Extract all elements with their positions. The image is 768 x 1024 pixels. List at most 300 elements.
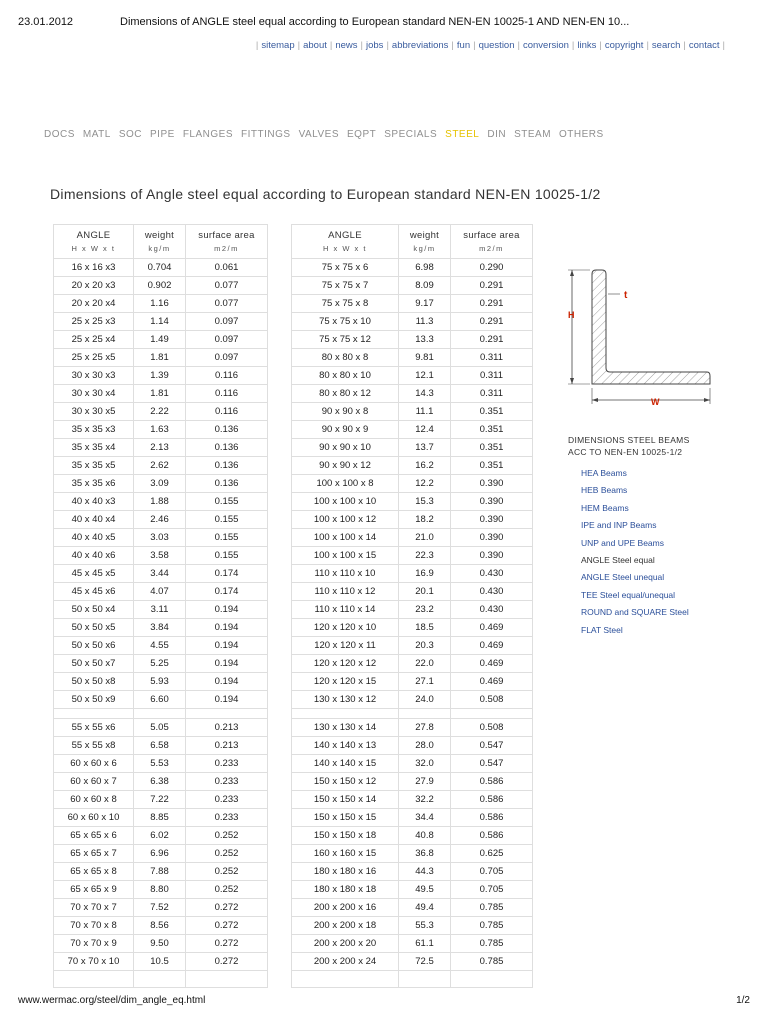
cell-dimension: 25 x 25 x5 [54, 349, 134, 367]
sidebar-link-flat-steel[interactable]: FLAT Steel [581, 624, 623, 635]
cell-surface-area: 0.116 [186, 367, 268, 385]
cell-dimension: 35 x 35 x6 [54, 475, 134, 493]
cell-weight: 6.38 [134, 773, 186, 791]
table-row [54, 367, 268, 385]
cell-dimension: 75 x 75 x 6 [292, 259, 399, 277]
cell-dimension: 120 x 120 x 11 [292, 637, 399, 655]
col-header-angle: ANGLE H x W x t [292, 225, 399, 259]
cell-surface-area: 0.390 [451, 475, 533, 493]
table-row [54, 827, 268, 845]
cell-weight: 7.88 [134, 863, 186, 881]
cell-surface-area: 0.061 [186, 259, 268, 277]
table-row [292, 313, 533, 331]
cell-weight: 4.55 [134, 637, 186, 655]
cell-weight: 6.96 [134, 845, 186, 863]
cell-surface-area: 0.097 [186, 349, 268, 367]
cell-dimension: 55 x 55 x8 [54, 737, 134, 755]
nav-item-steam[interactable]: STEAM [514, 129, 552, 140]
cell-dimension: 40 x 40 x5 [54, 529, 134, 547]
cell-dimension: 100 x 100 x 14 [292, 529, 399, 547]
cell-weight: 21.0 [399, 529, 451, 547]
top-link-fun[interactable]: fun [456, 40, 471, 51]
cell-weight: 28.0 [399, 737, 451, 755]
table-empty-row [292, 971, 533, 988]
link-separator: | [255, 40, 259, 51]
table-row [292, 439, 533, 457]
cell-weight: 5.25 [134, 655, 186, 673]
cell-weight: 5.93 [134, 673, 186, 691]
cell-dimension: 70 x 70 x 10 [54, 953, 134, 971]
table-row [292, 691, 533, 709]
cell-surface-area: 0.469 [451, 673, 533, 691]
table-row [292, 583, 533, 601]
top-links-bar [253, 40, 728, 51]
table-row [292, 475, 533, 493]
cell-surface-area: 0.785 [451, 917, 533, 935]
sidebar-links [581, 465, 689, 639]
page-title: Dimensions of Angle steel equal according to European standard NEN-EN 10025-1/2 [50, 186, 601, 202]
table-row [292, 547, 533, 565]
cell-weight: 20.3 [399, 637, 451, 655]
cell-dimension: 150 x 150 x 12 [292, 773, 399, 791]
w-label: W [651, 397, 660, 407]
cell-weight: 0.704 [134, 259, 186, 277]
cell-surface-area: 0.430 [451, 565, 533, 583]
cell-weight: 3.11 [134, 601, 186, 619]
cell-surface-area: 0.785 [451, 935, 533, 953]
cell-weight: 15.3 [399, 493, 451, 511]
table-row [54, 529, 268, 547]
col-header-surface: surface area m2/m [451, 225, 533, 259]
nav-item-valves[interactable]: VALVES [298, 129, 339, 140]
cell-weight: 40.8 [399, 827, 451, 845]
cell-weight: 12.1 [399, 367, 451, 385]
cell-surface-area: 0.390 [451, 511, 533, 529]
cell-surface-area: 0.390 [451, 529, 533, 547]
cell-surface-area: 0.351 [451, 439, 533, 457]
cell-weight: 2.46 [134, 511, 186, 529]
table-row [292, 719, 533, 737]
cell-surface-area: 0.213 [186, 719, 268, 737]
cell-dimension: 60 x 60 x 10 [54, 809, 134, 827]
table-row [292, 755, 533, 773]
table-row [292, 421, 533, 439]
cell-surface-area: 0.136 [186, 421, 268, 439]
cell-surface-area: 0.586 [451, 809, 533, 827]
cell-weight: 1.63 [134, 421, 186, 439]
sidebar-title: DIMENSIONS STEEL BEAMS ACC TO NEN-EN 10025-1/2 [568, 435, 690, 457]
table-row [54, 719, 268, 737]
cell-surface-area: 0.705 [451, 881, 533, 899]
cell-dimension: 180 x 180 x 16 [292, 863, 399, 881]
table-row [292, 935, 533, 953]
cell-surface-area: 0.547 [451, 737, 533, 755]
cell-dimension: 160 x 160 x 15 [292, 845, 399, 863]
cell-weight: 32.2 [399, 791, 451, 809]
cell-weight: 2.22 [134, 403, 186, 421]
cell-surface-area: 0.705 [451, 863, 533, 881]
table-row [292, 457, 533, 475]
cell-dimension: 75 x 75 x 10 [292, 313, 399, 331]
main-nav [44, 129, 612, 140]
table-row [54, 845, 268, 863]
cell-weight: 1.88 [134, 493, 186, 511]
cell-surface-area: 0.290 [451, 259, 533, 277]
table-row [292, 827, 533, 845]
nav-item-steel[interactable]: STEEL [445, 129, 480, 140]
cell-surface-area: 0.213 [186, 737, 268, 755]
table-row [292, 773, 533, 791]
cell-surface-area: 0.097 [186, 331, 268, 349]
cell-surface-area: 0.785 [451, 953, 533, 971]
table-row [292, 367, 533, 385]
cell-surface-area: 0.194 [186, 601, 268, 619]
cell-surface-area: 0.097 [186, 313, 268, 331]
table-row [292, 511, 533, 529]
cell-weight: 1.81 [134, 349, 186, 367]
table-row [54, 917, 268, 935]
table-row [292, 655, 533, 673]
link-separator: | [571, 40, 575, 51]
cell-weight: 3.03 [134, 529, 186, 547]
top-link-copyright[interactable]: copyright [604, 40, 644, 51]
cell-surface-area: 0.233 [186, 809, 268, 827]
cell-surface-area: 0.508 [451, 719, 533, 737]
cell-weight: 22.3 [399, 547, 451, 565]
cell-weight: 12.2 [399, 475, 451, 493]
table-row [54, 295, 268, 313]
table-row [54, 547, 268, 565]
cell-surface-area: 0.311 [451, 349, 533, 367]
cell-weight: 27.9 [399, 773, 451, 791]
cell-surface-area: 0.252 [186, 827, 268, 845]
cell-dimension: 90 x 90 x 12 [292, 457, 399, 475]
cell-weight: 18.5 [399, 619, 451, 637]
cell-dimension: 120 x 120 x 15 [292, 673, 399, 691]
cell-weight: 12.4 [399, 421, 451, 439]
cell-surface-area: 0.194 [186, 619, 268, 637]
cell-dimension: 140 x 140 x 15 [292, 755, 399, 773]
cell-surface-area: 0.272 [186, 935, 268, 953]
cell-dimension: 100 x 100 x 15 [292, 547, 399, 565]
table-row [54, 457, 268, 475]
cell-dimension: 100 x 100 x 12 [292, 511, 399, 529]
cell-surface-area: 0.272 [186, 899, 268, 917]
table-row [292, 295, 533, 313]
cell-surface-area: 0.430 [451, 601, 533, 619]
cell-weight: 1.81 [134, 385, 186, 403]
cell-weight: 61.1 [399, 935, 451, 953]
cell-surface-area: 0.311 [451, 385, 533, 403]
cell-weight: 5.05 [134, 719, 186, 737]
cell-dimension: 110 x 110 x 12 [292, 583, 399, 601]
cell-surface-area: 0.174 [186, 583, 268, 601]
col-header-angle: ANGLE H x W x t [54, 225, 134, 259]
table-row [292, 349, 533, 367]
nav-item-docs[interactable]: DOCS [44, 129, 75, 140]
table-row [292, 637, 533, 655]
table-row [54, 583, 268, 601]
cell-dimension: 200 x 200 x 18 [292, 917, 399, 935]
footer-page-number: 1/2 [736, 995, 750, 1006]
top-link-jobs[interactable]: jobs [366, 40, 384, 51]
cell-weight: 4.07 [134, 583, 186, 601]
link-separator: | [360, 40, 363, 51]
cell-surface-area: 0.785 [451, 899, 533, 917]
table-row [54, 899, 268, 917]
cell-dimension: 70 x 70 x 7 [54, 899, 134, 917]
top-link-about[interactable]: about [303, 40, 327, 51]
cell-weight: 1.49 [134, 331, 186, 349]
table-row [54, 565, 268, 583]
cell-dimension: 20 x 20 x4 [54, 295, 134, 313]
table-row [54, 935, 268, 953]
table-row [54, 637, 268, 655]
cell-weight: 6.58 [134, 737, 186, 755]
table-row [54, 331, 268, 349]
cell-dimension: 70 x 70 x 8 [54, 917, 134, 935]
angle-profile-diagram [562, 262, 722, 412]
table-row [54, 809, 268, 827]
nav-item-eqpt[interactable]: EQPT [347, 129, 377, 140]
cell-surface-area: 0.136 [186, 439, 268, 457]
table-row [292, 403, 533, 421]
table-row [292, 791, 533, 809]
table-row [54, 619, 268, 637]
cell-surface-area: 0.252 [186, 881, 268, 899]
cell-surface-area: 0.291 [451, 295, 533, 313]
cell-surface-area: 0.155 [186, 547, 268, 565]
cell-dimension: 200 x 200 x 24 [292, 953, 399, 971]
cell-weight: 1.16 [134, 295, 186, 313]
cell-weight: 8.85 [134, 809, 186, 827]
cell-surface-area: 0.469 [451, 619, 533, 637]
cell-weight: 11.1 [399, 403, 451, 421]
cell-surface-area: 0.116 [186, 403, 268, 421]
cell-dimension: 50 x 50 x6 [54, 637, 134, 655]
cell-dimension: 130 x 130 x 14 [292, 719, 399, 737]
cell-dimension: 80 x 80 x 10 [292, 367, 399, 385]
t-label: t [624, 290, 628, 301]
table-row [54, 475, 268, 493]
col-header-weight: weight kg/m [134, 225, 186, 259]
cell-dimension: 16 x 16 x3 [54, 259, 134, 277]
cell-weight: 3.44 [134, 565, 186, 583]
sidebar-link-angle-steel-equal[interactable]: ANGLE Steel equal [581, 555, 655, 566]
link-separator: | [722, 40, 725, 51]
cell-surface-area: 0.155 [186, 511, 268, 529]
cell-weight: 11.3 [399, 313, 451, 331]
cell-weight: 36.8 [399, 845, 451, 863]
top-link-news[interactable]: news [335, 40, 358, 51]
cell-dimension: 45 x 45 x5 [54, 565, 134, 583]
cell-dimension: 200 x 200 x 20 [292, 935, 399, 953]
cell-dimension: 50 x 50 x8 [54, 673, 134, 691]
cell-weight: 9.50 [134, 935, 186, 953]
cell-dimension: 50 x 50 x9 [54, 691, 134, 709]
cell-weight: 16.9 [399, 565, 451, 583]
cell-surface-area: 0.194 [186, 691, 268, 709]
footer-url: www.wermac.org/steel/dim_angle_eq.html [18, 995, 206, 1006]
cell-surface-area: 0.291 [451, 277, 533, 295]
table-row [54, 953, 268, 971]
cell-surface-area: 0.291 [451, 331, 533, 349]
cell-dimension: 75 x 75 x 12 [292, 331, 399, 349]
sidebar-link-tee-steel-equal-unequal[interactable]: TEE Steel equal/unequal [581, 589, 676, 600]
sidebar-link-heb-beams[interactable]: HEB Beams [581, 485, 628, 496]
nav-item-din[interactable]: DIN [487, 129, 507, 140]
cell-weight: 32.0 [399, 755, 451, 773]
nav-item-specials[interactable]: SPECIALS [384, 129, 438, 140]
cell-dimension: 35 x 35 x5 [54, 457, 134, 475]
cell-weight: 8.56 [134, 917, 186, 935]
cell-dimension: 200 x 200 x 16 [292, 899, 399, 917]
sidebar-link-round-and-square-steel[interactable]: ROUND and SQUARE Steel [581, 607, 689, 618]
cell-weight: 7.52 [134, 899, 186, 917]
cell-dimension: 140 x 140 x 13 [292, 737, 399, 755]
cell-surface-area: 0.586 [451, 827, 533, 845]
col-header-surface: surface area m2/m [186, 225, 268, 259]
sidebar-link-hem-beams[interactable]: HEM Beams [581, 502, 629, 513]
cell-surface-area: 0.291 [451, 313, 533, 331]
cell-dimension: 150 x 150 x 14 [292, 791, 399, 809]
top-link-abbreviations[interactable]: abbreviations [391, 40, 449, 51]
table-row [292, 331, 533, 349]
cell-surface-area: 0.430 [451, 583, 533, 601]
cell-surface-area: 0.194 [186, 673, 268, 691]
cell-dimension: 90 x 90 x 10 [292, 439, 399, 457]
cell-surface-area: 0.311 [451, 367, 533, 385]
table-row [54, 259, 268, 277]
cell-surface-area: 0.469 [451, 655, 533, 673]
cell-dimension: 110 x 110 x 14 [292, 601, 399, 619]
nav-item-fittings[interactable]: FITTINGS [241, 129, 291, 140]
nav-item-matl[interactable]: MATL [82, 129, 111, 140]
table-row [54, 313, 268, 331]
nav-item-pipe[interactable]: PIPE [150, 129, 175, 140]
nav-item-flanges[interactable]: FLANGES [182, 129, 233, 140]
cell-weight: 13.7 [399, 439, 451, 457]
cell-surface-area: 0.252 [186, 863, 268, 881]
cell-dimension: 50 x 50 x4 [54, 601, 134, 619]
cell-dimension: 30 x 30 x4 [54, 385, 134, 403]
sidebar-link-hea-beams[interactable]: HEA Beams [581, 468, 627, 478]
link-separator: | [517, 40, 520, 51]
cell-surface-area: 0.272 [186, 917, 268, 935]
table-row [54, 421, 268, 439]
table-row [292, 619, 533, 637]
cell-dimension: 180 x 180 x 18 [292, 881, 399, 899]
table-row [292, 899, 533, 917]
table-spacer-row [54, 709, 268, 719]
cell-surface-area: 0.351 [451, 403, 533, 421]
cell-weight: 23.2 [399, 601, 451, 619]
cell-surface-area: 0.233 [186, 791, 268, 809]
cell-weight: 7.22 [134, 791, 186, 809]
table-row [292, 277, 533, 295]
cell-weight: 16.2 [399, 457, 451, 475]
cell-dimension: 25 x 25 x4 [54, 331, 134, 349]
cell-weight: 14.3 [399, 385, 451, 403]
table-row [292, 565, 533, 583]
cell-weight: 9.17 [399, 295, 451, 313]
nav-item-soc[interactable]: SOC [118, 129, 143, 140]
cell-dimension: 120 x 120 x 10 [292, 619, 399, 637]
cell-dimension: 100 x 100 x 10 [292, 493, 399, 511]
angle-table-left [53, 224, 268, 988]
cell-surface-area: 0.174 [186, 565, 268, 583]
cell-weight: 8.09 [399, 277, 451, 295]
cell-surface-area: 0.272 [186, 953, 268, 971]
cell-dimension: 50 x 50 x5 [54, 619, 134, 637]
cell-dimension: 70 x 70 x 9 [54, 935, 134, 953]
cell-dimension: 100 x 100 x 8 [292, 475, 399, 493]
cell-weight: 2.62 [134, 457, 186, 475]
top-link-question[interactable]: question [478, 40, 515, 51]
cell-dimension: 150 x 150 x 18 [292, 827, 399, 845]
cell-dimension: 35 x 35 x4 [54, 439, 134, 457]
cell-dimension: 80 x 80 x 8 [292, 349, 399, 367]
cell-weight: 72.5 [399, 953, 451, 971]
table-row [292, 259, 533, 277]
cell-surface-area: 0.077 [186, 277, 268, 295]
top-link-conversion[interactable]: conversion [522, 40, 569, 51]
cell-weight: 18.2 [399, 511, 451, 529]
table-row [292, 529, 533, 547]
sidebar-link-unp-and-upe-beams[interactable]: UNP and UPE Beams [581, 537, 664, 548]
cell-weight: 27.1 [399, 673, 451, 691]
cell-surface-area: 0.194 [186, 637, 268, 655]
cell-dimension: 65 x 65 x 7 [54, 845, 134, 863]
table-row [54, 863, 268, 881]
sidebar-link-angle-steel-unequal[interactable]: ANGLE Steel unequal [581, 572, 665, 583]
cell-weight: 27.8 [399, 719, 451, 737]
table-row [54, 655, 268, 673]
cell-surface-area: 0.194 [186, 655, 268, 673]
sidebar-link-ipe-and-inp-beams[interactable]: IPE and INP Beams [581, 520, 657, 531]
cell-weight: 10.5 [134, 953, 186, 971]
nav-item-others[interactable]: OTHERS [559, 129, 604, 140]
angle-section-shape [592, 270, 710, 384]
cell-weight: 13.3 [399, 331, 451, 349]
table-row [54, 349, 268, 367]
top-link-contact[interactable]: contact [688, 40, 720, 51]
cell-weight: 24.0 [399, 691, 451, 709]
table-row [292, 809, 533, 827]
cell-weight: 6.98 [399, 259, 451, 277]
cell-weight: 34.4 [399, 809, 451, 827]
table-row [54, 403, 268, 421]
top-link-sitemap[interactable]: sitemap [261, 40, 295, 51]
table-row [292, 601, 533, 619]
top-link-search[interactable]: search [651, 40, 681, 51]
cell-dimension: 45 x 45 x6 [54, 583, 134, 601]
cell-surface-area: 0.233 [186, 755, 268, 773]
cell-dimension: 110 x 110 x 10 [292, 565, 399, 583]
cell-surface-area: 0.351 [451, 457, 533, 475]
cell-dimension: 20 x 20 x3 [54, 277, 134, 295]
cell-weight: 1.39 [134, 367, 186, 385]
top-link-links[interactable]: links [577, 40, 597, 51]
cell-weight: 22.0 [399, 655, 451, 673]
cell-weight: 8.80 [134, 881, 186, 899]
table-row [54, 385, 268, 403]
cell-dimension: 35 x 35 x3 [54, 421, 134, 439]
table-row [54, 737, 268, 755]
link-separator: | [473, 40, 476, 51]
table-row [292, 385, 533, 403]
link-separator: | [599, 40, 602, 51]
